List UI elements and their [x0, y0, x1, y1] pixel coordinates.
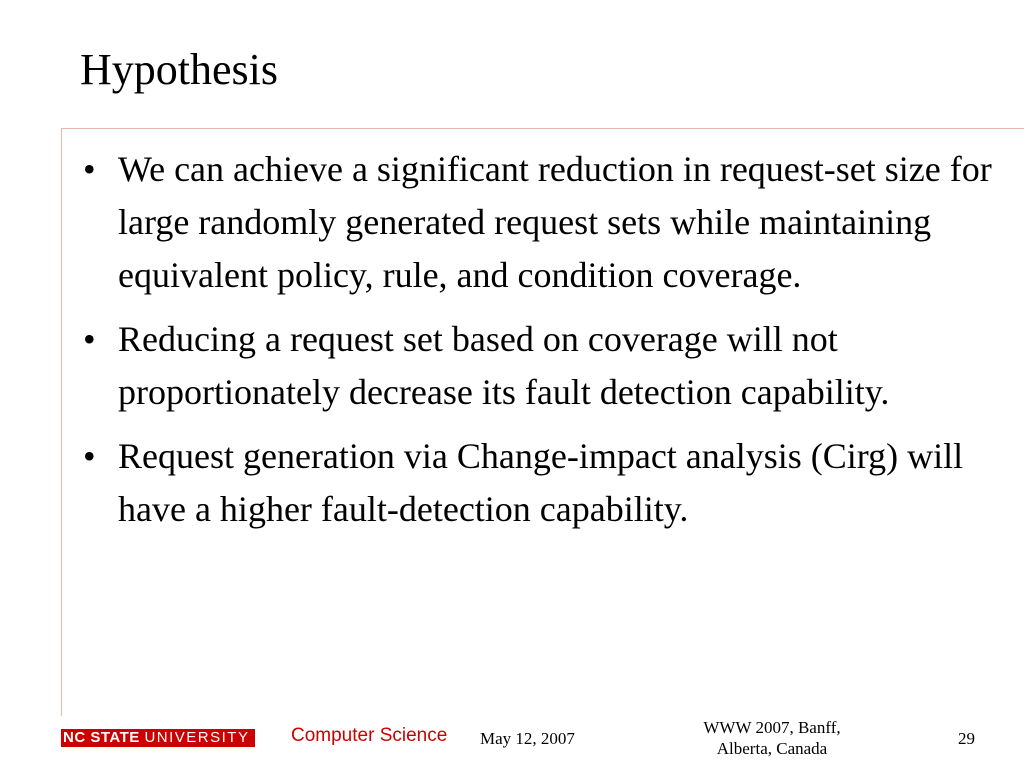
logo-nc-state: NC STATE [63, 729, 140, 746]
bullet-item-2 [80, 313, 1000, 419]
bullet-icon: • [83, 319, 96, 359]
bullet-text: Reducing a request set based on coverage will not proportionately decrease its fault detection capability. [118, 319, 890, 412]
bullet-list [80, 143, 1000, 547]
side-divider [61, 128, 62, 716]
slide-title: Hypothesis [80, 45, 278, 94]
bullet-icon: • [83, 436, 96, 476]
logo-university: UNIVERSITY [144, 729, 250, 746]
title-divider [62, 128, 1024, 129]
page-number: 29 [958, 729, 975, 748]
footer-conference [680, 717, 864, 759]
nc-state-logo [61, 729, 255, 747]
bullet-icon: • [83, 149, 96, 189]
footer-date: May 12, 2007 [480, 729, 575, 748]
conference-line-1: WWW 2007, Banff, [703, 718, 841, 737]
logo-wordmark [61, 729, 255, 747]
bullet-item-1 [80, 143, 1000, 302]
bullet-text: Request generation via Change-impact analysis (Cirg) will have a higher fault-detection capability. [118, 436, 964, 529]
bullet-item-3 [80, 430, 1000, 536]
department-label: Computer Science [291, 725, 448, 746]
bullet-text: We can achieve a significant reduction in request-set size for large randomly generated request sets while maintaining equivalent policy, rule, and condition coverage. [118, 149, 992, 295]
conference-line-2: Alberta, Canada [716, 739, 828, 758]
